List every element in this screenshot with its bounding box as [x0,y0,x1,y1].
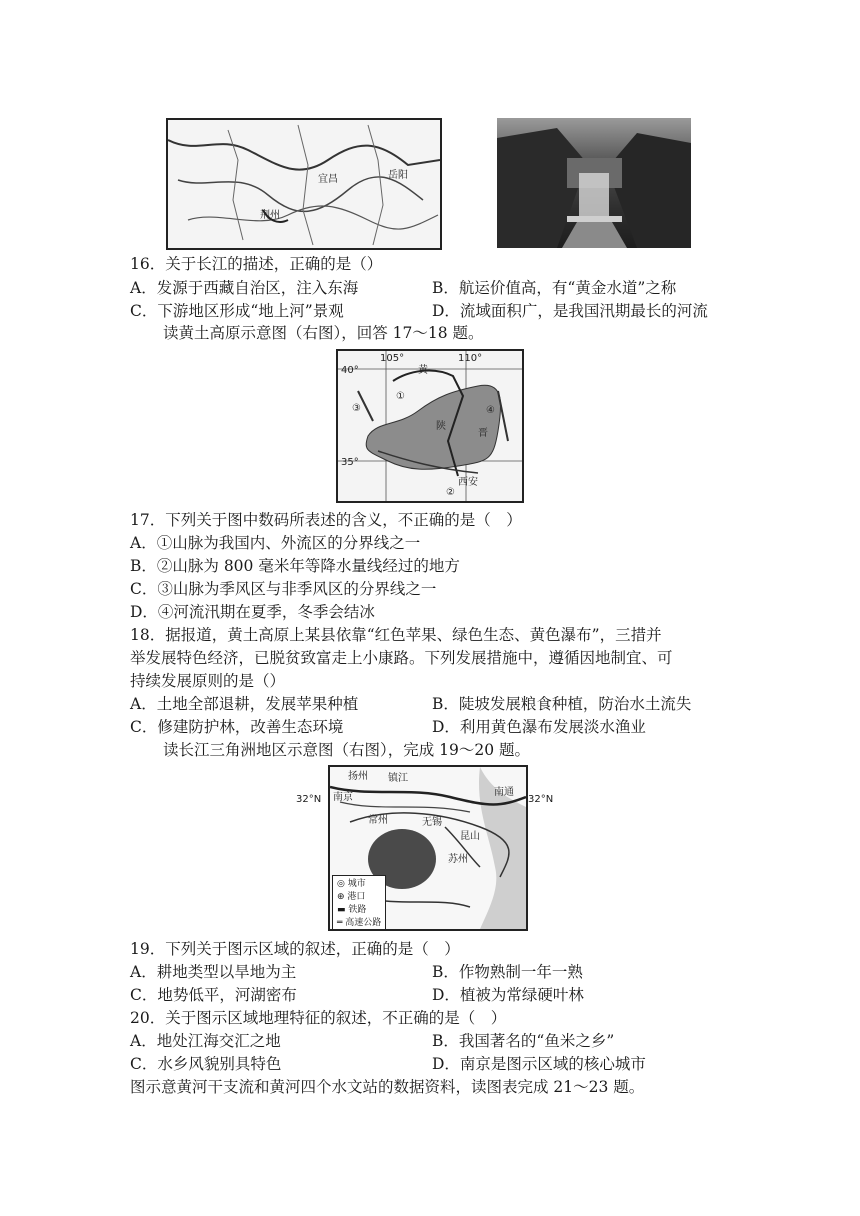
latitude-label-right: 32°N [528,794,554,805]
map-label: 陕 [436,421,446,432]
q20-option-c: C．水乡风貌别具特色 [130,1055,282,1073]
map-label: 荆州 [260,210,280,221]
q18-option-a: A．土地全部退耕，发展苹果种植 [130,695,359,713]
dam-photo-drawing [497,118,691,248]
q19-option-d: D．植被为常绿硬叶林 [432,986,584,1004]
legend-label: 港口 [347,892,366,902]
map-label: 晋 [478,428,488,439]
dam-photo [497,118,691,248]
q19-option-b: B．作物熟制一年一熟 [432,963,583,981]
loess-map-drawing [338,351,522,501]
q18-stem-line3: 持续发展原则的是（） [130,672,286,690]
map-label: 黄 [418,365,428,376]
map-label: 扬州 [348,771,368,782]
q20-option-b: B．我国著名的“鱼米之乡” [432,1032,615,1050]
map-label: ③ [352,403,361,414]
map-label: 40° [341,365,359,376]
map-label: 南京 [333,792,353,803]
map-label: 宜昌 [318,174,338,185]
intro-19-20: 读长江三角洲地区示意图（右图），完成 19～20 题。 [163,741,531,759]
q17-stem: 17．下列关于图中数码所表述的含义，不正确的是（ ） [130,511,522,529]
map-label: 110° [458,353,483,364]
legend-label: 高速公路 [345,918,382,928]
map-label: 岳阳 [388,170,408,181]
q16-stem: 16．关于长江的描述，正确的是（） [130,255,383,273]
map-label: 西安 [458,477,478,488]
q18-stem-line2: 举发展特色经济，已脱贫致富走上小康路。下列发展措施中，遵循因地制宜、可 [130,649,673,667]
legend-port: ⊕ 港口 [337,892,366,902]
map-label: 35° [341,457,359,468]
loess-plateau-map [336,349,524,503]
intro-17-18: 读黄土高原示意图（右图），回答 17～18 题。 [163,324,484,342]
q20-option-d: D．南京是图示区域的核心城市 [432,1055,646,1073]
yangtze-delta-map [328,765,528,931]
legend-city: ◎ 城市 [337,879,366,889]
map-label: 无锡 [422,817,442,828]
q18-option-c: C．修建防护林，改善生态环境 [130,718,344,736]
yangtze-map [166,118,442,250]
q17-option-a: A．①山脉为我国内、外流区的分界线之一 [130,534,421,552]
q20-option-a: A．地处江海交汇之地 [130,1032,281,1050]
q16-option-c: C．下游地区形成“地上河”景观 [130,302,344,320]
legend-railway: ▬ 铁路 [337,905,367,915]
map-label: 105° [380,353,405,364]
q19-option-c: C．地势低平，河湖密布 [130,986,297,1004]
q17-option-c: C．③山脉为季风区与非季风区的分界线之一 [130,580,437,598]
latitude-label-left: 32°N [296,794,322,805]
map-label: ① [396,391,405,402]
map-label: 南通 [494,787,514,798]
q20-stem: 20．关于图示区域地理特征的叙述，不正确的是（ ） [130,1009,507,1027]
q18-stem-line1: 18．据报道，黄土高原上某县依靠“红色苹果、绿色生态、黄色瀑布”，三措并 [130,626,662,644]
intro-21-23: 图示意黄河干支流和黄河四个水文站的数据资料，读图表完成 21～23 题。 [130,1078,645,1096]
map-label: 镇江 [388,773,408,784]
q19-stem: 19．下列关于图示区域的叙述，正确的是（ ） [130,940,460,958]
map-label: ② [446,487,455,498]
q18-option-d: D．利用黄色瀑布发展淡水渔业 [432,718,646,736]
map-label: 常州 [368,815,388,826]
yangtze-map-drawing [168,120,440,248]
legend-highway: ═ 高速公路 [337,918,382,928]
q16-option-a: A．发源于西藏自治区，注入东海 [130,279,359,297]
q18-option-b: B．陡坡发展粮食种植，防治水土流失 [432,695,692,713]
map-label: 昆山 [460,831,480,842]
q17-option-d: D．④河流汛期在夏季，冬季会结冰 [130,603,375,621]
legend-label: 城市 [347,879,366,889]
map-legend [332,875,386,931]
q19-option-a: A．耕地类型以旱地为主 [130,963,297,981]
map-label: 苏州 [448,854,468,865]
q16-option-b: B．航运价值高，有“黄金水道”之称 [432,279,677,297]
q16-option-d: D．流域面积广，是我国汛期最长的河流 [432,302,708,320]
map-label: ④ [486,405,495,416]
legend-label: 铁路 [348,905,367,915]
q17-option-b: B．②山脉为 800 毫米年等降水量线经过的地方 [130,557,460,575]
